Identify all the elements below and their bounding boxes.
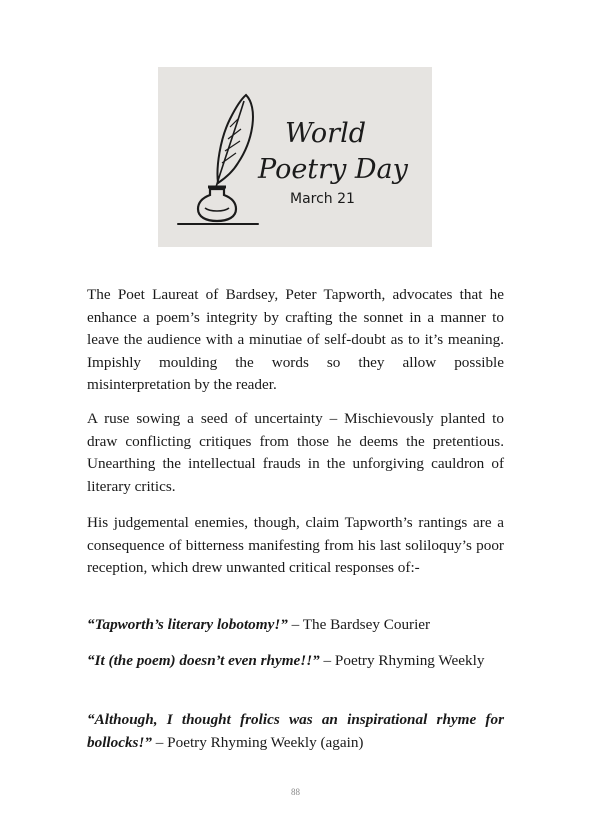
quote-2 (87, 650, 504, 673)
world-poetry-day-image (158, 67, 432, 247)
paragraph-2-text: A ruse sowing a seed of uncertainty – Mischievously planted to draw conflicting critiques from those he deems the pretentious. Unearthing the intellectual frauds in the unforgiving cauldron of literary critics. (87, 410, 504, 495)
poster-title-line-2: Poetry Day (258, 154, 408, 185)
paragraph-2 (87, 408, 504, 498)
poster-date: March 21 (290, 191, 355, 207)
quote-1-source: – The Bardsey Courier (287, 616, 431, 633)
quote-3-source: – Poetry Rhyming Weekly (again) (151, 733, 364, 751)
quote-2-source: – Poetry Rhyming Weekly (319, 652, 485, 669)
page-number: 88 (291, 787, 300, 797)
paragraph-3-text: His judgemental enemies, though, claim Tapworth’s rantings are a consequence of bitterness manifesting from his last soliloquy’s poor reception, which drew unwanted critical responses of:- (87, 514, 504, 576)
poster-title-line-1: World (285, 118, 366, 149)
quote-3-text: “Although, I thought frolics was an inspirational rhyme for bollocks!” (87, 711, 504, 751)
quote-3 (87, 709, 504, 754)
quote-1-text: “Tapworth’s literary lobotomy!” (87, 616, 288, 633)
paragraph-1 (87, 284, 504, 397)
quote-2-text: “It (the poem) doesn’t even rhyme!!” (87, 652, 320, 669)
quote-1 (87, 614, 504, 637)
paragraph-3 (87, 512, 504, 580)
paragraph-1-text: The Poet Laureat of Bardsey, Peter Tapworth, advocates that he enhance a poem’s integrity by crafting the sonnet in a manner to leave the audience with a minutiae of self-doubt as to it’s meaning. Impishly moulding the words so they allow possible misinterpretation by the reader. (87, 286, 504, 393)
